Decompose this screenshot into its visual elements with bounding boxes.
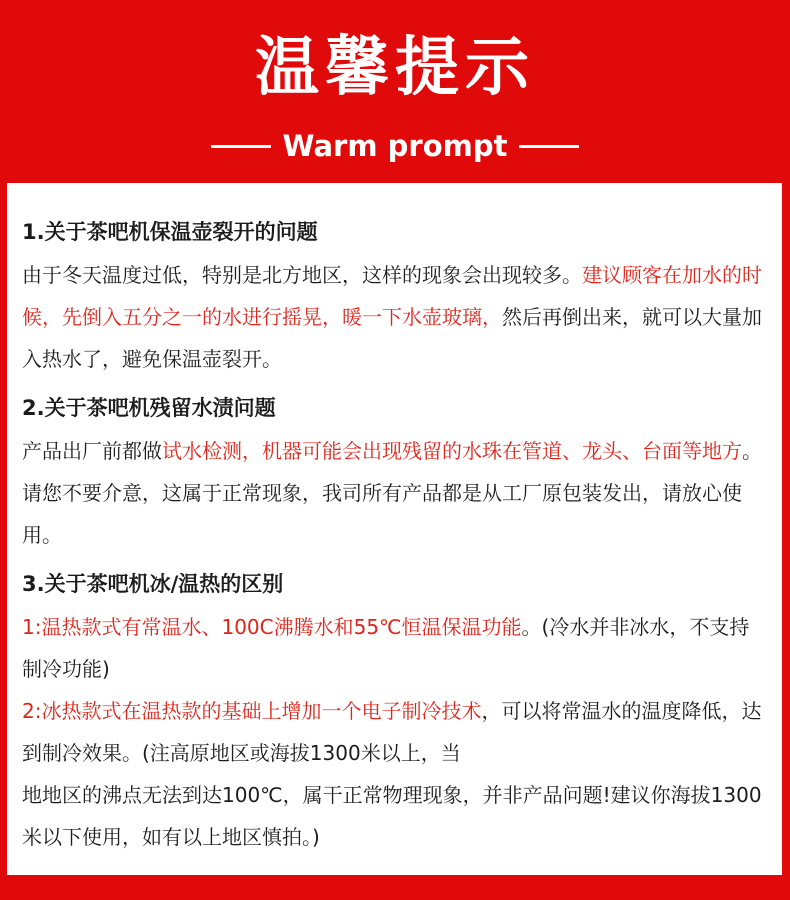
section-3-note: 地地区的沸点无法到达100℃，属干正常物理现象，并非产品问题!建议你海拔1300米以下使用，如有以上地区慎拍。) [22, 783, 762, 849]
page-title: 温馨提示 [255, 31, 535, 105]
section-2-title: 2.关于茶吧机残留水渍问题 [22, 396, 276, 420]
item-2-prefix: 2: [22, 699, 42, 723]
item-1-highlight: 温热款式有常温水、100C沸腾水和55℃恒温保温功能 [41, 615, 522, 639]
subtitle-divider-right [519, 145, 579, 148]
section-3-title: 3.关于茶吧机冰/温热的区别 [22, 572, 284, 596]
subtitle-row [0, 128, 790, 164]
notice-content [22, 210, 767, 858]
item-2-highlight: 冰热款式在温热款的基础上增加一个电子制冷技术 [41, 699, 482, 723]
section-1-text-part1: 由于冬天温度过低，特别是北方地区，这样的现象会出现较多。 [22, 263, 582, 287]
section-2-text-part1: 产品出厂前都做 [22, 439, 162, 463]
section-2-body [22, 430, 767, 556]
section-2-text-part2: 。请您不要介意，这属于正常现象，我司所有产品都是从工厂原包装发出，请放心使用。 [22, 439, 762, 547]
header-banner [0, 0, 790, 182]
section-2-highlight: 试水检测，机器可能会出现残留的水珠在管道、龙头、台面等地方 [162, 439, 742, 463]
item-1-rest: 。(冷水并非冰水，不支持制冷功能) [22, 615, 750, 681]
section-3-item-1 [22, 606, 767, 690]
section-1-text-part2: 然后再倒出来，就可以大量加入热水了，避免保温壶裂开。 [22, 305, 762, 371]
section-1-title: 1.关于茶吧机保温壶裂开的问题 [22, 220, 318, 244]
section-1-highlight: 建议顾客在加水的时候，先倒入五分之一的水进行摇晃，暖一下水壶玻璃， [22, 263, 762, 329]
section-3-item-2 [22, 690, 767, 774]
page-subtitle: Warm prompt [282, 129, 508, 163]
subtitle-divider-left [211, 145, 271, 148]
item-1-prefix: 1: [22, 615, 42, 639]
item-2-rest: ，可以将常温水的温度降低，达到制冷效果。(注高原地区或海拔1300米以上，当 [22, 699, 762, 765]
section-1-body [22, 254, 767, 380]
notice-panel [7, 183, 782, 875]
